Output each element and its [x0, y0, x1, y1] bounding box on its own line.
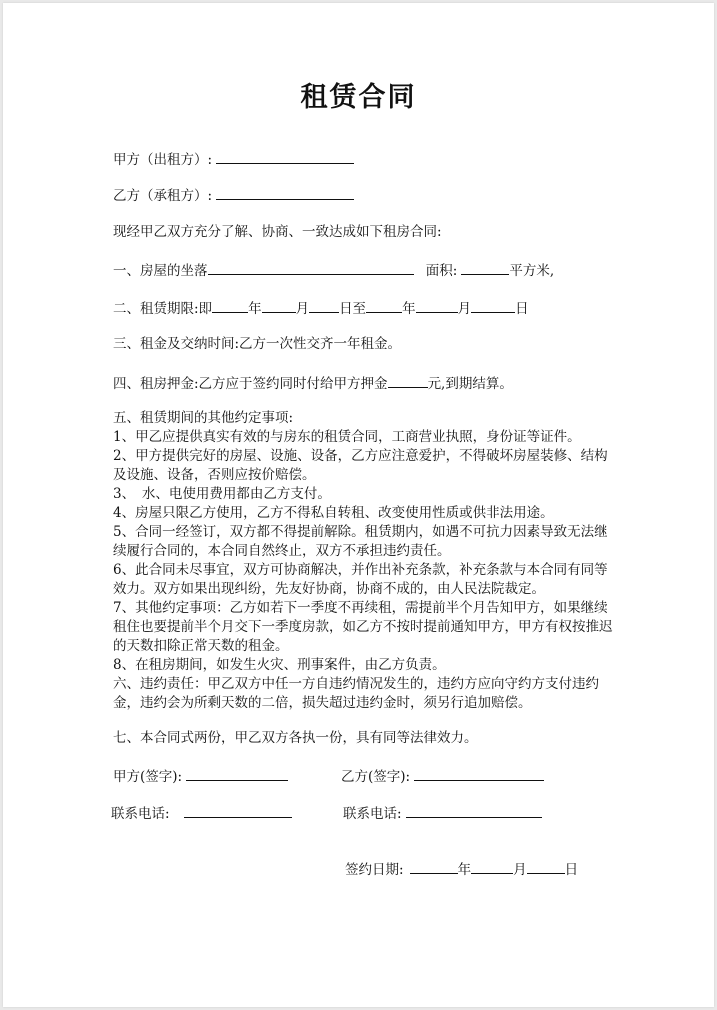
- document-page: [3, 3, 714, 1007]
- phone-a-line: [111, 803, 292, 823]
- clause-5-item: 8、在租房期间，如发生火灾、刑事案件，由乙方负责。: [113, 657, 446, 673]
- clause-2: [113, 298, 529, 318]
- month-label: 月: [457, 301, 472, 317]
- area-unit: 平方米,: [509, 263, 555, 279]
- clause-5-item: 1、甲乙应提供真实有效的与房东的租赁合同，工商营业执照，身份证等证件。: [113, 429, 581, 445]
- day-label: 日: [564, 862, 579, 878]
- year-label: 年: [402, 301, 416, 317]
- address-blank[interactable]: [208, 260, 414, 275]
- sign-a-line: [113, 766, 288, 786]
- clause-5-item: 2、甲方提供完好的房屋、设施、设备，乙方应注意爱护，不得破坏房屋装修、结构及设施、设备，否则应按价赔偿。: [113, 448, 608, 483]
- sign-b-line: [341, 766, 544, 786]
- clause-5-item: 3、 水、电使用费用都由乙方支付。: [113, 486, 331, 502]
- end-year-blank[interactable]: [366, 298, 402, 313]
- clause-5-heading: 五、租赁期间的其他约定事项:: [113, 410, 294, 426]
- phone-b-label: 联系电话:: [343, 806, 402, 822]
- sign-year-blank[interactable]: [410, 859, 458, 874]
- month-label: 月: [513, 862, 527, 878]
- sign-a-blank[interactable]: [186, 766, 288, 781]
- phone-a-blank[interactable]: [184, 803, 292, 818]
- year-label: 年: [457, 862, 472, 878]
- phone-b-line: [343, 803, 542, 823]
- clause-5-item: 7、其他约定事项：乙方如若下一季度不再续租，需提前半个月告知甲方，如果继续租住也要提前半个月交下一季度房款，如乙方不按时提前通知甲方，甲方有权按推迟的天数扣除正常天数的租金。: [113, 600, 613, 654]
- sign-b-blank[interactable]: [414, 766, 544, 781]
- terms-block: [113, 409, 621, 713]
- party-b-label: 乙方（承租方）:: [113, 188, 213, 204]
- sign-b-label: 乙方(签字):: [341, 769, 411, 785]
- sign-day-blank[interactable]: [527, 859, 565, 874]
- clause-1-prefix: 一、房屋的坐落: [113, 263, 208, 279]
- clause-3: 三、租金及交纳时间:乙方一次性交齐一年租金。: [113, 336, 402, 352]
- clause-6: 六、违约责任：甲乙双方中任一方自违约情况发生的，违约方应向守约方支付违约金，违约会为所剩天数的二倍，损失超过违约金时，须另行追加赔偿。: [113, 676, 599, 711]
- party-a-line: [113, 149, 354, 169]
- sign-month-blank[interactable]: [471, 859, 513, 874]
- clause-4-prefix: 四、租房押金:乙方应于签约同时付给甲方押金: [113, 376, 388, 392]
- clause-7: 七、本合同式两份，甲乙双方各执一份，具有同等法律效力。: [113, 730, 478, 746]
- end-month-blank[interactable]: [416, 298, 458, 313]
- party-a-blank[interactable]: [216, 149, 354, 164]
- start-year-blank[interactable]: [212, 298, 248, 313]
- clause-5-item: 6、此合同未尽事宜，双方可协商解决，并作出补充条款，补充条款与本合同有同等效力。双方如果出现纠纷，先友好协商，协商不成的，由人民法院裁定。: [113, 562, 608, 597]
- day-to-label: 日至: [339, 301, 367, 317]
- deposit-blank[interactable]: [388, 373, 428, 388]
- month-label: 月: [295, 301, 310, 317]
- clause-2-prefix: 二、租赁期限:即: [113, 301, 213, 317]
- year-label: 年: [248, 301, 262, 317]
- start-month-blank[interactable]: [262, 298, 296, 313]
- clause-5-item: 4、房屋只限乙方使用，乙方不得私自转租、改变使用性质或供非法用途。: [113, 505, 554, 521]
- sign-date-line: [345, 859, 578, 879]
- intro-text: 现经甲乙双方充分了解、协商、一致达成如下租房合同:: [113, 224, 442, 240]
- area-label: 面积:: [425, 263, 458, 279]
- party-b-blank[interactable]: [216, 185, 354, 200]
- clause-4-suffix: 元,到期结算。: [427, 376, 513, 392]
- day-label: 日: [515, 301, 529, 317]
- party-a-label: 甲方（出租方）:: [113, 152, 213, 168]
- contract-title: 租赁合同: [300, 82, 417, 113]
- clause-4: [113, 373, 513, 393]
- sign-date-label: 签约日期:: [345, 862, 404, 878]
- area-blank[interactable]: [461, 260, 509, 275]
- party-b-line: [113, 185, 354, 205]
- sign-a-label: 甲方(签字):: [113, 769, 183, 785]
- phone-a-label: 联系电话:: [111, 806, 170, 822]
- start-day-blank[interactable]: [309, 298, 339, 313]
- clause-5-item: 5、合同一经签订，双方都不得提前解除。租赁期内，如遇不可抗力因素导致无法继续履行合同的，本合同自然终止，双方不承担违约责任。: [113, 524, 608, 559]
- clause-1: [113, 260, 554, 280]
- phone-b-blank[interactable]: [406, 803, 542, 818]
- end-day-blank[interactable]: [471, 298, 515, 313]
